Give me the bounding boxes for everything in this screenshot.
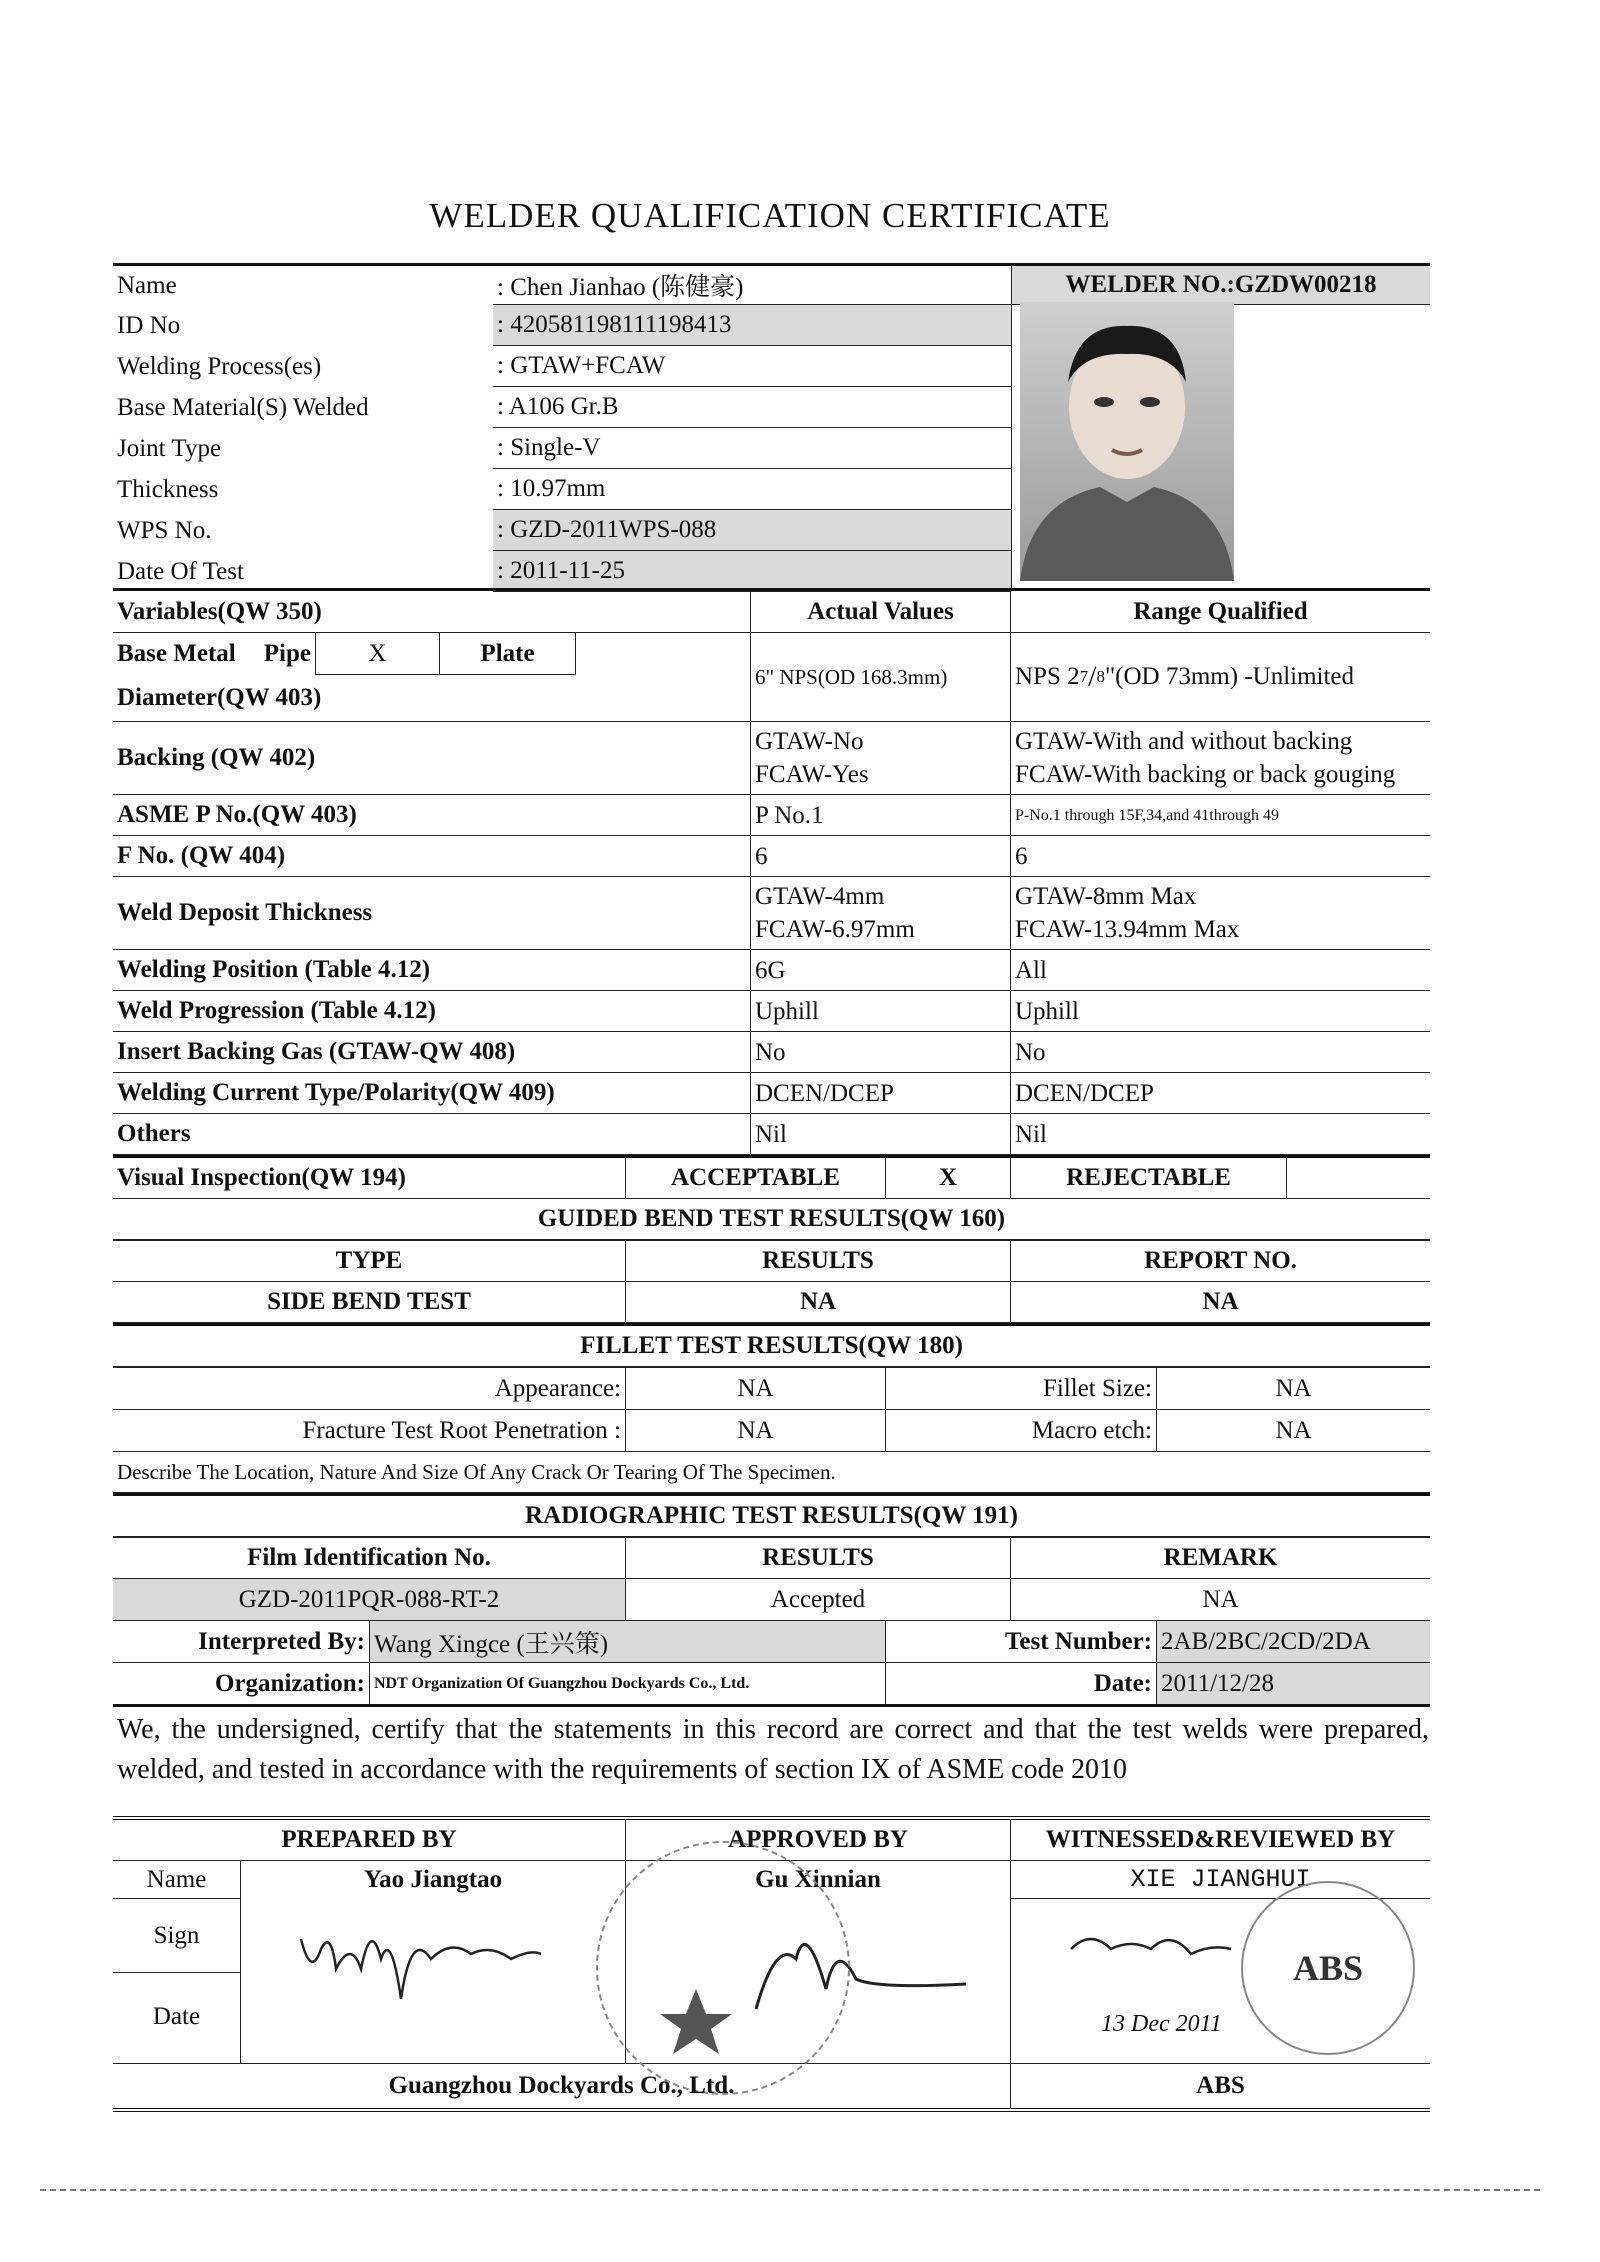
- base-metal-label: Base Metal: [117, 640, 236, 667]
- appearance-label: Appearance:: [113, 1368, 626, 1409]
- variable-actual-line: 6: [755, 842, 768, 870]
- organization-label: Organization:: [113, 1663, 370, 1704]
- certification-statement: We, the undersigned, certify that the statements in this record are correct and that the test welds were prepared, welded, and tested in accordance with the requirements of section IX of ASME code 2010: [117, 1714, 1429, 1785]
- variable-range: [1011, 877, 1430, 949]
- variable-actual: [751, 950, 1011, 990]
- variable-range: [1011, 795, 1430, 835]
- prepared-name: Yao Jiangtao: [363, 1866, 503, 1893]
- appearance-value: NA: [626, 1368, 886, 1409]
- variable-range-line: FCAW-With backing or back gouging: [1015, 761, 1396, 788]
- film-id-header: Film Identification No.: [113, 1538, 626, 1578]
- identity-label: Date Of Test: [117, 557, 244, 585]
- variable-actual: [751, 877, 1011, 949]
- date-row-label: Date: [152, 2003, 201, 2030]
- witness-name: XIE JIANGHUI: [1011, 1861, 1430, 1899]
- variable-range: [1011, 1114, 1430, 1154]
- diameter-label: Diameter(QW 403): [117, 684, 322, 711]
- pipe-label: Pipe: [258, 633, 316, 675]
- plate-label: Plate: [440, 633, 576, 675]
- variables-table: [113, 588, 1430, 1707]
- radiographic-test-title: RADIOGRAPHIC TEST RESULTS(QW 191): [525, 1502, 1018, 1529]
- variable-actual-line: DCEN/DCEP: [755, 1079, 894, 1107]
- variable-actual: [751, 1032, 1011, 1072]
- variable-actual-line: 6G: [755, 956, 786, 984]
- variable-row: [113, 1032, 1430, 1073]
- fillet-size-value: NA: [1275, 1374, 1312, 1402]
- identity-value: : GZD-2011WPS-088: [493, 510, 1011, 551]
- variable-label: Welding Current Type/Polarity(QW 409): [113, 1073, 751, 1113]
- variable-actual: [751, 1073, 1011, 1113]
- abs-stamp-icon: ABS: [1241, 1881, 1415, 2055]
- identity-value: : 420581198111198413: [493, 305, 1011, 346]
- variable-range-line: FCAW-13.94mm Max: [1015, 916, 1240, 943]
- variable-range-line: All: [1015, 956, 1047, 984]
- macro-etch-label: Macro etch:: [886, 1410, 1157, 1451]
- radio-remark-header: REMARK: [1163, 1544, 1278, 1571]
- signoff-table: [113, 1816, 1430, 2112]
- variable-label: Backing (QW 402): [113, 722, 751, 794]
- variable-actual-line: GTAW-4mm: [755, 883, 885, 910]
- variable-range-line: GTAW-8mm Max: [1015, 883, 1197, 910]
- diameter-range: [1011, 633, 1430, 721]
- visual-inspection-label: Visual Inspection(QW 194): [113, 1158, 626, 1198]
- test-number-label: Test Number:: [886, 1621, 1157, 1662]
- identity-label: WPS No.: [117, 516, 212, 544]
- diameter-range-numerator: 7: [1079, 667, 1089, 686]
- macro-etch-value: NA: [1275, 1416, 1312, 1444]
- variable-range-line: Uphill: [1015, 997, 1079, 1025]
- variable-actual-line: FCAW-6.97mm: [755, 916, 915, 943]
- variable-actual: [751, 836, 1011, 876]
- variable-label: Weld Progression (Table 4.12): [113, 991, 751, 1031]
- photo-frame-border: [1011, 305, 1012, 591]
- bend-test-title: GUIDED BEND TEST RESULTS(QW 160): [537, 1205, 1006, 1232]
- variable-row: [113, 877, 1430, 950]
- variable-actual-line: Uphill: [755, 997, 819, 1025]
- fillet-test-title: FILLET TEST RESULTS(QW 180): [580, 1332, 963, 1359]
- variable-range-line: No: [1015, 1038, 1046, 1066]
- variable-range-line: Nil: [1015, 1120, 1047, 1148]
- variable-label: Welding Position (Table 4.12): [113, 950, 751, 990]
- variable-actual-line: Nil: [755, 1120, 787, 1148]
- diameter-range-suffix: "(OD 73mm) -Unlimited: [1104, 663, 1355, 690]
- film-id-value: GZD-2011PQR-088-RT-2: [113, 1579, 626, 1620]
- fillet-size-label: Fillet Size:: [886, 1368, 1157, 1409]
- identity-value: : A106 Gr.B: [493, 387, 1011, 428]
- pipe-mark: X: [316, 633, 440, 675]
- witnessed-by-header: WITNESSED&REVIEWED BY: [1045, 1826, 1396, 1853]
- range-qualified-header: Range Qualified: [1133, 597, 1308, 625]
- variable-range-line: 6: [1015, 842, 1028, 870]
- identity-value: : GTAW+FCAW: [493, 346, 1011, 387]
- actual-values-header: Actual Values: [751, 591, 1011, 632]
- bend-type-value: SIDE BEND TEST: [113, 1282, 626, 1322]
- variable-row: [113, 795, 1430, 836]
- variable-actual-line: No: [755, 1038, 786, 1066]
- name-row-label: Name: [113, 1861, 240, 1899]
- variable-range: [1011, 1073, 1430, 1113]
- variable-range: [1011, 991, 1430, 1031]
- welder-number: WELDER NO.:GZDW00218: [1011, 266, 1430, 305]
- rejectable-mark: [1287, 1158, 1430, 1198]
- radio-date-label: Date:: [886, 1663, 1157, 1704]
- variable-row: [113, 1073, 1430, 1114]
- welder-photo: [1020, 302, 1234, 581]
- prepared-by-header: PREPARED BY: [113, 1820, 626, 1860]
- variable-actual-line: FCAW-Yes: [755, 761, 869, 788]
- identity-label: Name: [117, 271, 177, 299]
- witness-date: 13 Dec 2011: [1101, 2011, 1222, 2037]
- diameter-range-prefix: NPS 2: [1015, 663, 1080, 690]
- variable-label: Others: [113, 1114, 751, 1154]
- approved-name: Gu Xinnian: [755, 1866, 881, 1893]
- variable-actual: [751, 991, 1011, 1031]
- radio-remark-value: NA: [1202, 1585, 1239, 1613]
- diameter-actual: 6" NPS(OD 168.3mm): [751, 633, 1011, 721]
- radio-date-value: 2011/12/28: [1157, 1663, 1430, 1704]
- identity-value: : 10.97mm: [493, 469, 1011, 510]
- variable-range: [1011, 722, 1430, 794]
- page-footer-rule: [40, 2189, 1540, 2191]
- variable-range: [1011, 950, 1430, 990]
- company-name: Guangzhou Dockyards Co., Ltd.: [113, 2064, 1011, 2108]
- identity-label: ID No: [117, 311, 181, 339]
- variable-actual-line: P No.1: [755, 801, 824, 829]
- bend-report-header: REPORT NO.: [1144, 1247, 1297, 1274]
- test-number-value: 2AB/2BC/2CD/2DA: [1157, 1621, 1430, 1662]
- bend-type-header: TYPE: [113, 1241, 626, 1281]
- variable-actual: [751, 722, 1011, 794]
- crack-description-note: Describe The Location, Nature And Size Of Any Crack Or Tearing Of The Specimen.: [117, 1459, 836, 1484]
- company-stamp-icon: [596, 1841, 850, 2095]
- identity-value: : Single-V: [493, 428, 1011, 469]
- acceptable-label: ACCEPTABLE: [626, 1158, 886, 1198]
- variables-header: Variables(QW 350): [113, 591, 751, 632]
- organization-value: NDT Organization Of Guangzhou Dockyards Co., Ltd.: [370, 1663, 886, 1704]
- acceptable-mark: X: [886, 1158, 1011, 1198]
- variable-range: [1011, 1032, 1430, 1072]
- variable-label: Weld Deposit Thickness: [113, 877, 751, 949]
- identity-label: Welding Process(es): [117, 352, 322, 380]
- fracture-label: Fracture Test Root Penetration :: [113, 1410, 626, 1451]
- plate-mark: [576, 633, 749, 675]
- variable-range-line: GTAW-With and without backing: [1015, 728, 1353, 755]
- radio-results-value: Accepted: [626, 1579, 1011, 1620]
- fraction-slash-icon: /: [1088, 660, 1097, 693]
- identity-value: : Chen Jianhao (陈健豪): [493, 266, 1011, 305]
- variable-row: [113, 836, 1430, 877]
- variable-actual: [751, 795, 1011, 835]
- variable-row: [113, 1114, 1430, 1155]
- variable-row: [113, 991, 1430, 1032]
- diameter-range-denominator: 8: [1096, 667, 1105, 686]
- certificate-title: WELDER QUALIFICATION CERTIFICATE: [429, 196, 1111, 235]
- variable-actual: [751, 1114, 1011, 1154]
- identity-label: Base Material(S) Welded: [117, 393, 369, 421]
- bend-results-header: RESULTS: [626, 1241, 1011, 1281]
- variable-row: [113, 950, 1430, 991]
- rejectable-label: REJECTABLE: [1011, 1158, 1287, 1198]
- identity-value: : 2011-11-25: [493, 551, 1011, 592]
- identity-label: Joint Type: [117, 434, 222, 462]
- approved-by-header: APPROVED BY: [626, 1820, 1011, 1860]
- person-silhouette-icon: [1020, 302, 1234, 581]
- identity-label: Thickness: [117, 475, 219, 503]
- prepared-signature-icon: [241, 1899, 621, 2059]
- variable-range-line: DCEN/DCEP: [1015, 1079, 1154, 1107]
- variable-label: Insert Backing Gas (GTAW-QW 408): [113, 1032, 751, 1072]
- variable-rows: [113, 722, 1430, 1155]
- sign-row-label: Sign: [113, 1899, 240, 1973]
- witness-organization: ABS: [1196, 2072, 1245, 2099]
- variable-row: [113, 722, 1430, 795]
- interpreted-by-value: Wang Xingce (王兴策): [370, 1621, 886, 1662]
- variable-range: [1011, 836, 1430, 876]
- variable-label: F No. (QW 404): [113, 836, 751, 876]
- variable-label: ASME P No.(QW 403): [113, 795, 751, 835]
- variable-range-line: P-No.1 through 15F,34,and 41through 49: [1015, 806, 1280, 824]
- radio-results-header: RESULTS: [626, 1538, 1011, 1578]
- fracture-value: NA: [626, 1410, 886, 1451]
- variable-actual-line: GTAW-No: [755, 728, 864, 755]
- bend-results-value: NA: [626, 1282, 1011, 1322]
- bend-report-value: NA: [1202, 1288, 1239, 1315]
- interpreted-by-label: Interpreted By:: [113, 1621, 370, 1662]
